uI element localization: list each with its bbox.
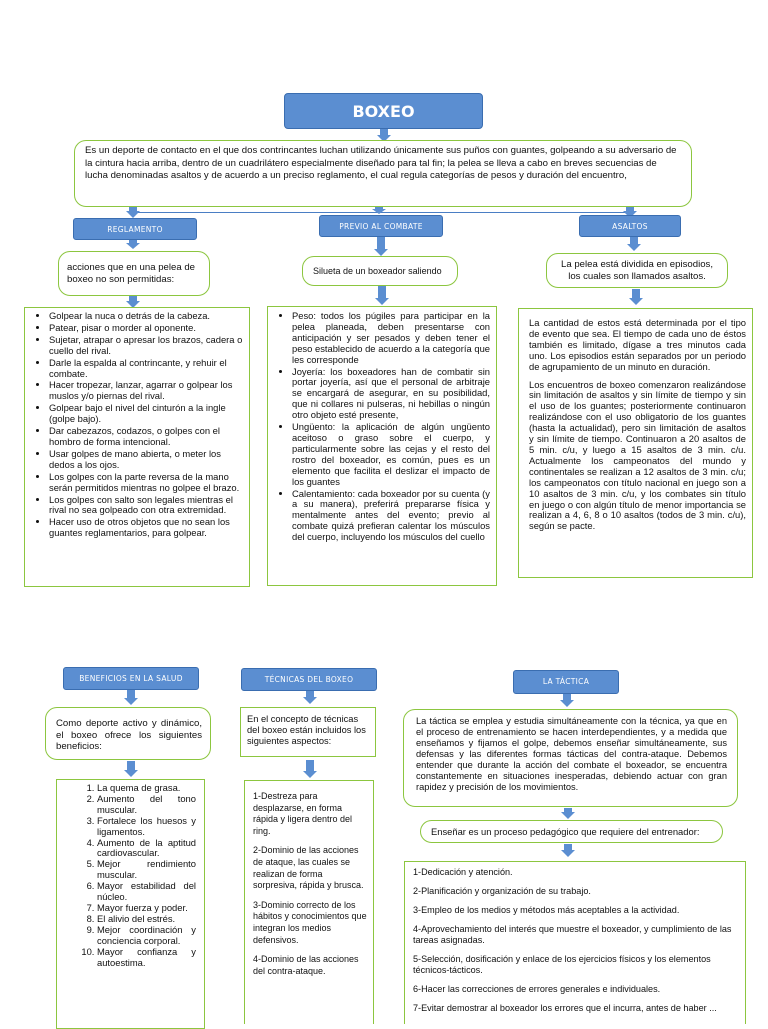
- intro-box: [74, 140, 692, 207]
- arrow-icon: [124, 690, 138, 705]
- beneficios-sub-box: [45, 707, 211, 760]
- previo-sub-box: [302, 256, 458, 286]
- list-item: • Hacer tropezar, lanzar, agarrar o golpear los muslos y/o piernas del rival.: [49, 380, 243, 402]
- tactica-list-box: [404, 861, 746, 1024]
- list-item: • Joyería: los boxeadores han de combatir sin portar joyería, así que el personal de arbitraje se encargará de asegurar, en su posibilidad, que ni collares ni pulseras, ni hebillas o ningún otro objeto esté presente,: [292, 367, 490, 422]
- asaltos-text-box: [518, 308, 753, 578]
- tactica-sub-text: La táctica se emplea y estudia simultáneamente con la técnica, ya que en el proceso de entrenamiento se hacen interdependientes, y a medida que enseñamos y fijamos el golpe, debemos enseñar simultáneamente, sus defensas y las diferentes formas tácticas del contra-ataque. Debemos entender que durante la acción del combate el boxeador, se encuentra constantemente en situaciones inesperadas, debiendo actuar con gran rapidez y precisión de los movimientos.: [416, 716, 727, 792]
- list-item: • Los golpes con la parte reversa de la mano serán permitidos mientras no golpee el brazo.: [49, 472, 243, 494]
- list-item: 5-Selección, dosificación y enlace de los ejercicios físicos y los elementos técnicos-tácticos.: [413, 954, 711, 975]
- list-item: 4-Dominio de las acciones del contra-ataque.: [253, 954, 359, 976]
- list-item: • Golpear bajo el nivel del cinturón a la ingle (golpe bajo).: [49, 403, 243, 425]
- list-item: 5. Mejor rendimiento muscular.: [97, 859, 196, 881]
- list-item: 3-Empleo de los medios y métodos más aceptables a la actividad.: [413, 905, 680, 915]
- arrow-icon: [375, 286, 389, 305]
- asaltos-header-label: ASALTOS: [612, 222, 648, 231]
- arrow-icon: [372, 207, 386, 214]
- reglamento-list-box: [24, 307, 250, 587]
- previo-list-box: [267, 306, 497, 586]
- asaltos-sub-text: La pelea está dividida en episodios, los cuales son llamados asaltos.: [560, 259, 713, 282]
- list-item: • Patear, pisar o morder al oponente.: [49, 323, 243, 334]
- asaltos-paragraph-2: Los encuentros de boxeo comenzaron realizándose sin limitación de asaltos y sin límite de tiempo y sin el uso de los guantes; posteriormente continuaron realizándose con el uso obligatorio de los guantes (hasta la actualidad), pero sin limitación de asaltos y sin límite de tiempo. Continuaron a 20 asaltos de 5 min. c/u, y luego a 15 asaltos de 3 min. c/u. Actualmente los campeonatos del mundo y continentales se realizan a 12 asaltos de 3 min. c/u; los campeonatos con título nacional en juego son a 10 asaltos de 3 min. c/u, y los combates sin título en juego o con algún título de menor importancia se realizan a 4, 6, 8 o 10 asaltos (todos de 3 min. c/u), según se pacte.: [529, 378, 746, 532]
- tactica-sub2-text: Enseñar es un proceso pedagógico que requiere del entrenador:: [431, 826, 700, 837]
- list-item: 1-Destreza para desplazarse, en forma rápida y ligera dentro del ring.: [253, 791, 353, 836]
- tactica-header: [513, 670, 619, 694]
- list-item: 2-Dominio de las acciones de ataque, las cuales se realizan de forma sorpresiva, rápida y brusca.: [253, 845, 364, 891]
- arrow-icon: [560, 694, 574, 707]
- list-item: 10. Mayor confianza y autoestima.: [97, 947, 196, 969]
- beneficios-header-label: BENEFICIOS EN LA SALUD: [79, 674, 183, 683]
- intro-text: Es un deporte de contacto en el que dos contrincantes luchan utilizando únicamente sus puños con guantes, golpeando a su adversario de la cintura hacia arriba, dentro de un cuadrilátero especialmente diseñado para tal fin; la pelea se lleva a cabo en breves secuencias de lucha denominadas asaltos y de acuerdo a un preciso reglamento, el cual regula categorías de pesos y duración del encuentro,: [85, 145, 677, 181]
- list-item: 1-Dedicación y atención.: [413, 867, 513, 877]
- arrow-icon: [561, 844, 575, 857]
- list-item: 4-Aprovechamiento del interés que muestre el boxeador, y cumplimiento de las tareas asignadas.: [413, 924, 732, 945]
- list-item: 8. El alivio del estrés.: [97, 914, 196, 925]
- arrow-icon: [303, 760, 317, 778]
- list-item: 2-Planificación y organización de su trabajo.: [413, 886, 591, 896]
- list-item: • Sujetar, atrapar o apresar los brazos, cadera o cuello del rival.: [49, 335, 243, 357]
- list-item: 3-Dominio correcto de los hábitos y conocimientos que integran los medios defensivos.: [253, 899, 367, 945]
- list-item: • Dar cabezazos, codazos, o golpes con el hombro de forma intencional.: [49, 426, 243, 448]
- list-item: • Hacer uso de otros objetos que no sean los guantes reglamentarios, para golpear.: [49, 517, 243, 539]
- list-item: • Peso: todos los púgiles para participar en la pelea planeada, deben presentarse con anticipación y ser pesados y deben tener el peso establecido de acuerdo a la categoría que les corresponde: [292, 311, 490, 366]
- reglamento-header: [73, 218, 197, 240]
- page-title: BOXEO: [352, 102, 415, 121]
- tecnicas-sub-text: En el concepto de técnicas del boxeo están incluidos los siguientes aspectos:: [247, 714, 366, 746]
- arrow-icon: [124, 761, 138, 777]
- reglamento-list: [31, 311, 243, 539]
- beneficios-list-box: [56, 779, 205, 1029]
- arrow-icon: [561, 808, 575, 819]
- list-item: 3. Fortalece los huesos y ligamentos.: [97, 816, 196, 838]
- beneficios-sub-text: Como deporte activo y dinámico, el boxeo ofrece los siguientes beneficios:: [56, 718, 202, 752]
- tecnicas-header: [241, 668, 377, 691]
- beneficios-header: [63, 667, 199, 690]
- tactica-sub2-box: [420, 820, 723, 843]
- reglamento-sub-box: [58, 251, 210, 296]
- list-item: 4. Aumento de la aptitud cardiovascular.: [97, 838, 196, 860]
- previo-sub-text: Silueta de un boxeador saliendo: [313, 266, 442, 276]
- asaltos-sub-box: [546, 253, 728, 288]
- asaltos-paragraph-1: La cantidad de estos está determinada por el tipo de evento que sea. El tiempo de cada uno de éstos también es limitado, dígase a tres minutos cada uno. Los episodios están separados por un periodo de agrupamiento de un minuto en duración.: [529, 317, 746, 372]
- arrow-icon: [629, 289, 643, 305]
- beneficios-list: [57, 783, 196, 968]
- arrow-icon: [627, 237, 641, 251]
- reglamento-header-label: REGLAMENTO: [107, 225, 163, 234]
- tecnicas-header-label: TÉCNICAS DEL BOXEO: [264, 675, 354, 684]
- previo-list: [274, 311, 490, 543]
- tactica-sub-box: [403, 709, 738, 807]
- list-item: 1. La quema de grasa.: [97, 783, 196, 794]
- previo-header-label: PREVIO AL COMBATE: [339, 222, 423, 231]
- list-item: • Ungüento: la aplicación de algún ungüento aceitoso o graso sobre el cuerpo, y particularmente sobre las cejas y el resto del rostro del boxeador, es común, pues es un elemento que facilita el deslizar el impacto de los guantes: [292, 422, 490, 487]
- list-item: • Los golpes con salto son legales mientras el rival no sea golpeado con otra extremidad.: [49, 495, 243, 517]
- list-item: 7-Evitar demostrar al boxeador los errores que el incurra, antes de haber ...: [413, 1003, 717, 1013]
- tecnicas-sub-box: [240, 707, 376, 757]
- tactica-header-label: LA TÁCTICA: [542, 677, 590, 686]
- list-item: • Darle la espalda al contrincante, y rehuir el combate.: [49, 358, 243, 380]
- title-box: [284, 93, 483, 129]
- arrow-icon: [374, 237, 388, 256]
- arrow-icon: [303, 691, 317, 704]
- list-item: 7. Mayor fuerza y poder.: [97, 903, 196, 914]
- list-item: • Golpear la nuca o detrás de la cabeza.: [49, 311, 243, 322]
- tecnicas-list-box: [244, 780, 374, 1024]
- arrow-icon: [126, 240, 140, 249]
- reglamento-sub-text: acciones que en una pelea de boxeo no son permitidas:: [67, 262, 196, 285]
- list-item: 6-Hacer las correcciones de errores generales e individuales.: [413, 984, 661, 994]
- list-item: 2. Aumento del tono muscular.: [97, 794, 196, 816]
- list-item: 6. Mayor estabilidad del núcleo.: [97, 881, 196, 903]
- list-item: • Calentamiento: cada boxeador por su cuenta (y a su manera), preferirá prepararse física y mentalmente antes del evento; previo al combate quizá prefieran calentar los músculos del cuerpo, incluyendo los músculos del cuello: [292, 489, 490, 544]
- previo-header: [319, 215, 443, 237]
- arrow-icon: [126, 207, 140, 218]
- asaltos-header: [579, 215, 681, 237]
- list-item: • Usar golpes de mano abierta, o meter los dedos a los ojos.: [49, 449, 243, 471]
- list-item: 9. Mejor coordinación y conciencia corporal.: [97, 925, 196, 947]
